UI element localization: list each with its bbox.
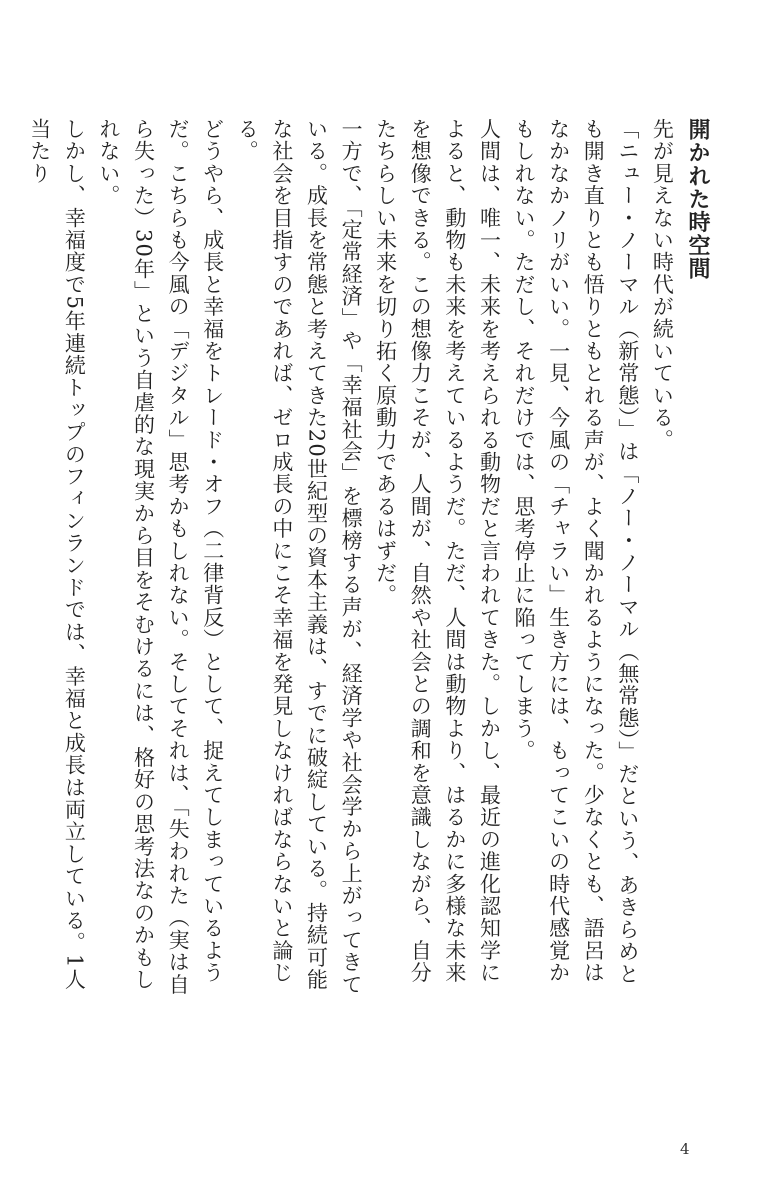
paragraph: 「ニュー・ノーマル（新常態）」は「ノー・ノーマル（無常態）」だという、あきらめとも開き直りとも悟りともとれる声が、よく聞かれるようになった。少なくとも、語呂はなかなかノリがいい。一見、今風の「チャラい」生き方には、もってこいの時代感覚かもしれない。ただし、それだけでは、思考停止に陥ってしまう。 [512, 118, 640, 985]
page-number: 4 [680, 1140, 690, 1158]
section-heading: 開かれた時空間 [685, 118, 710, 281]
vertical-text-body [27, 118, 714, 998]
paragraph: どうやら、成長と幸福をトレード・オフ（二律背反）として、捉えてしまっているようだ。こちらも今風の「デジタル」思考かもしれない。そしてそれは、「失われた（実は自ら失った）30年」という自虐的な現実から目をそむけるには、格好の思考法なのかもしれない。 [96, 118, 225, 996]
paragraph: 一方で、「定常経済」や「幸福社会」を標榜する声が、経済学や社会学から上がってきている。成長を常態と考えてきた20世紀型の資本主義は、すでに破綻している。持続可能な社会を目指すのであれば、ゼロ成長の中にこそ幸福を発見しなければならないと論じる。 [235, 118, 364, 996]
paragraph: 先が見えない時代が続いている。 [650, 118, 675, 451]
paragraph: しかし、幸福度で5年連続トップのフィンランドでは、幸福と成長は両立している。1人当たり [27, 118, 87, 991]
paragraph: 人間は、唯一、未来を考えられる動物だと言われてきた。しかし、最近の進化認知学によると、動物も未来を考えているようだ。ただ、人間は動物より、はるかに多様な未来を想像できる。この想像力こそが、人間が、自然や社会との調和を意識しながら、自分たちらしい未来を切り拓く原動力であるはずだ。 [373, 118, 502, 984]
